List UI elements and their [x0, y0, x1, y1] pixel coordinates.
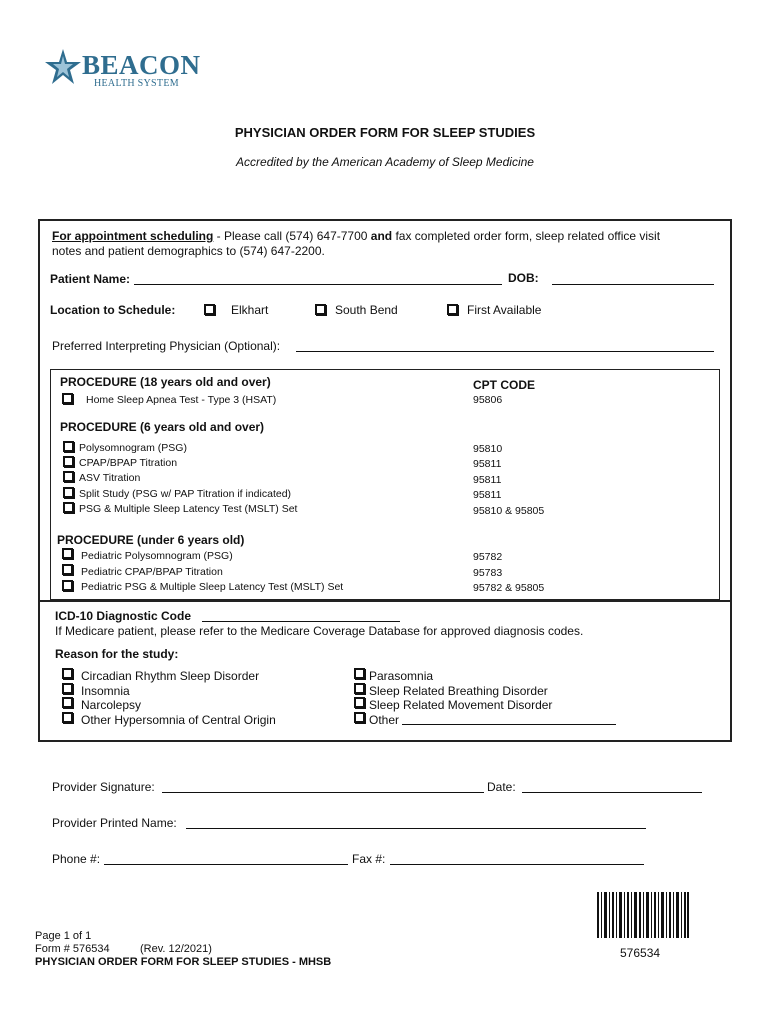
- logo-wordmark: BEACON: [82, 50, 201, 80]
- psg-mslt-cpt: 95810 & 95805: [473, 505, 545, 517]
- insomnia-label: Insomnia: [81, 684, 130, 698]
- location-label: Location to Schedule:: [50, 303, 176, 317]
- diagnostic-divider: [38, 600, 732, 602]
- cpt-code-heading: CPT CODE: [473, 378, 536, 392]
- logo-subtitle: HEALTH SYSTEM: [94, 78, 179, 89]
- preferred-physician-label: Preferred Interpreting Physician (Optional):: [52, 339, 281, 353]
- scheduling-heading: For appointment scheduling: [52, 229, 214, 243]
- preferred-physician-field[interactable]: [296, 351, 714, 352]
- patient-name-field[interactable]: [134, 284, 502, 285]
- south-bend-label: South Bend: [335, 303, 398, 317]
- circadian-label: Circadian Rhythm Sleep Disorder: [81, 669, 260, 683]
- other-reason-label: Other: [369, 713, 400, 727]
- medicare-note: If Medicare patient, please refer to the Medicare Coverage Database for approved diagnosis codes.: [55, 624, 584, 638]
- barcode: [597, 892, 689, 938]
- patient-name-label: Patient Name:: [50, 272, 131, 286]
- scheduling-and: and: [370, 229, 393, 243]
- pediatric-psg-label: Pediatric Polysomnogram (PSG): [81, 550, 233, 562]
- other-reason-checkbox[interactable]: [354, 712, 365, 723]
- first-available-checkbox[interactable]: [447, 304, 458, 315]
- phone-label: Phone #:: [52, 852, 101, 866]
- barcode-number: 576534: [620, 946, 661, 960]
- psg-mslt-label: PSG & Multiple Sleep Latency Test (MSLT) Set: [79, 503, 298, 515]
- form-title: PHYSICIAN ORDER FORM FOR SLEEP STUDIES: [234, 125, 536, 140]
- pediatric-cpap-checkbox[interactable]: [62, 564, 73, 575]
- psg-label: Polysomnogram (PSG): [79, 442, 187, 454]
- split-study-cpt: 95811: [473, 489, 502, 501]
- narcolepsy-label: Narcolepsy: [81, 698, 142, 712]
- form-subtitle: Accredited by the American Academy of Sleep Medicine: [236, 155, 534, 169]
- other-reason-field[interactable]: [402, 724, 616, 725]
- fax-field[interactable]: [390, 864, 644, 865]
- provider-signature-field[interactable]: [162, 792, 484, 793]
- phone-field[interactable]: [104, 864, 348, 865]
- pediatric-psg-mslt-label: Pediatric PSG & Multiple Sleep Latency Test (MSLT) Set: [81, 581, 344, 593]
- form-number: Form # 576534: [35, 943, 110, 955]
- icd-label: ICD-10 Diagnostic Code: [55, 609, 192, 623]
- adult-procedure-heading: PROCEDURE (18 years old and over): [60, 375, 271, 389]
- asv-titration-checkbox[interactable]: [63, 471, 74, 482]
- circadian-checkbox[interactable]: [62, 668, 73, 679]
- split-study-label: Split Study (PSG w/ PAP Titration if indicated): [79, 488, 292, 500]
- six-plus-procedure-heading: PROCEDURE (6 years old and over): [60, 420, 265, 434]
- south-bend-checkbox[interactable]: [315, 304, 326, 315]
- psg-cpt: 95810: [473, 443, 503, 455]
- pediatric-cpap-cpt: 95783: [473, 567, 503, 579]
- narcolepsy-checkbox[interactable]: [62, 697, 73, 708]
- asv-titration-cpt: 95811: [473, 474, 502, 486]
- pediatric-psg-cpt: 95782: [473, 551, 503, 563]
- movement-disorder-label: Sleep Related Movement Disorder: [369, 698, 553, 712]
- parasomnia-checkbox[interactable]: [354, 668, 365, 679]
- pediatric-psg-checkbox[interactable]: [62, 548, 73, 559]
- fax-label: Fax #:: [352, 852, 386, 866]
- cpap-titration-cpt: 95811: [473, 458, 502, 470]
- hsat-cpt: 95806: [473, 394, 503, 406]
- insomnia-checkbox[interactable]: [62, 683, 73, 694]
- form-revision: (Rev. 12/2021): [140, 943, 212, 955]
- page-number: Page 1 of 1: [35, 930, 92, 942]
- hypersomnia-checkbox[interactable]: [62, 712, 73, 723]
- under-six-procedure-heading: PROCEDURE (under 6 years old): [57, 533, 245, 547]
- hsat-checkbox[interactable]: [62, 393, 73, 404]
- cpap-titration-label: CPAP/BPAP Titration: [79, 457, 178, 469]
- beacon-logo: [44, 46, 201, 92]
- dob-label: DOB:: [508, 271, 539, 285]
- hsat-label: Home Sleep Apnea Test - Type 3 (HSAT): [86, 394, 277, 406]
- scheduling-line-2: notes and patient demographics to (574) 647-2200.: [52, 244, 325, 258]
- cpap-titration-checkbox[interactable]: [63, 456, 74, 467]
- reason-heading: Reason for the study:: [55, 647, 179, 661]
- parasomnia-label: Parasomnia: [369, 669, 434, 683]
- provider-printed-name-field[interactable]: [186, 828, 646, 829]
- provider-signature-label: Provider Signature:: [52, 780, 155, 794]
- first-available-label: First Available: [467, 303, 542, 317]
- elkhart-label: Elkhart: [231, 303, 269, 317]
- hypersomnia-label: Other Hypersomnia of Central Origin: [81, 713, 276, 727]
- icd-code-field[interactable]: [202, 621, 400, 622]
- footer-title: PHYSICIAN ORDER FORM FOR SLEEP STUDIES - MHSB: [35, 956, 332, 968]
- breathing-disorder-label: Sleep Related Breathing Disorder: [369, 684, 548, 698]
- scheduling-instructions: [52, 229, 712, 243]
- elkhart-checkbox[interactable]: [204, 304, 215, 315]
- date-field[interactable]: [522, 792, 702, 793]
- asv-titration-label: ASV Titration: [79, 472, 141, 484]
- dob-field[interactable]: [552, 284, 714, 285]
- star-logo-icon: [44, 48, 82, 86]
- psg-mslt-checkbox[interactable]: [63, 502, 74, 513]
- pediatric-cpap-label: Pediatric CPAP/BPAP Titration: [81, 566, 223, 578]
- scheduling-text: - Please call (574) 647-7700: [213, 229, 371, 243]
- pediatric-psg-mslt-checkbox[interactable]: [62, 580, 73, 591]
- movement-disorder-checkbox[interactable]: [354, 697, 365, 708]
- split-study-checkbox[interactable]: [63, 487, 74, 498]
- provider-printed-name-label: Provider Printed Name:: [52, 816, 177, 830]
- date-label: Date:: [487, 780, 516, 794]
- barcode-bars: [597, 892, 689, 938]
- pediatric-psg-mslt-cpt: 95782 & 95805: [473, 582, 545, 594]
- scheduling-text-2: fax completed order form, sleep related office visit: [392, 229, 661, 243]
- psg-checkbox[interactable]: [63, 441, 74, 452]
- breathing-disorder-checkbox[interactable]: [354, 683, 365, 694]
